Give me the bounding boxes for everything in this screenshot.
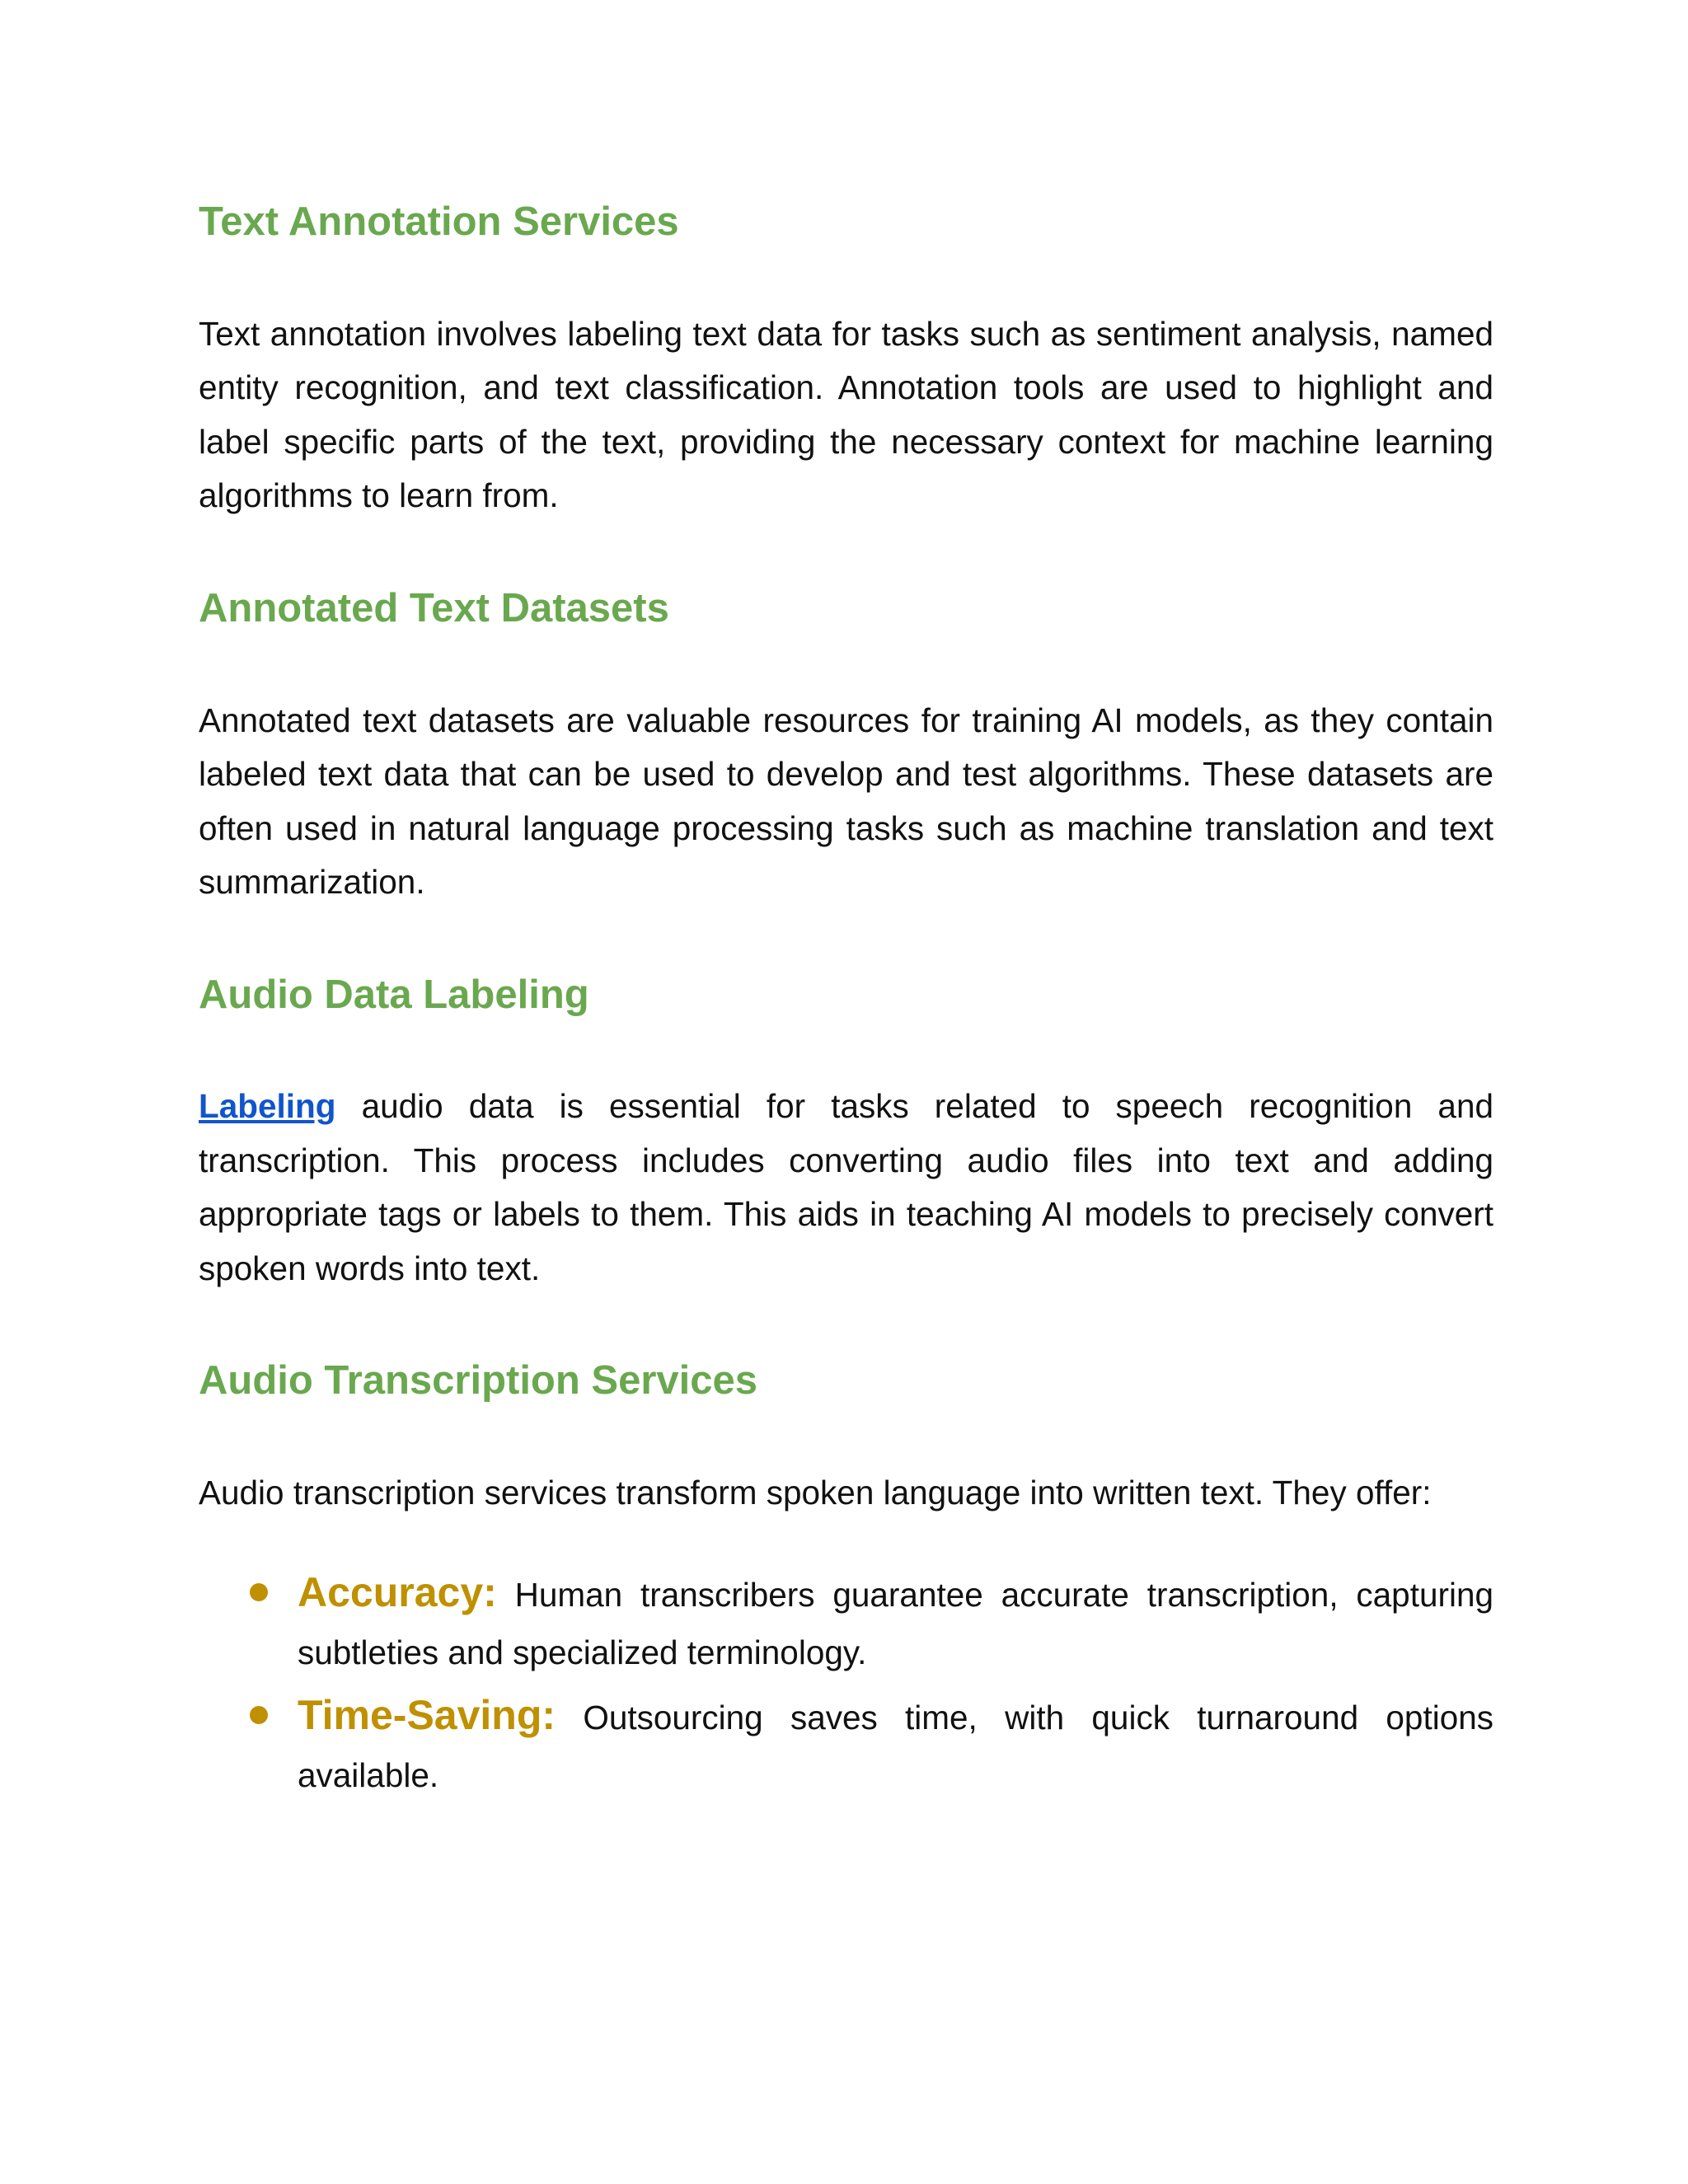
spacer [199,910,1493,971]
section-heading: Audio Data Labeling [199,972,589,1017]
bullet-list [199,1563,1493,1804]
bullet-icon [250,1583,268,1601]
section-annotated-text-datasets [199,584,1493,910]
bullet-text: Human transcribers guarantee accurate transcription, capturing subtleties and specialized terminology. [298,1575,1493,1671]
labeling-link[interactable]: Labeling [199,1087,336,1126]
section-paragraph: Annotated text datasets are valuable resources for training AI models, as they contain labeled text data that can be used to develop and test algorithms. These datasets are often used in natural language processing tasks such as machine translation and text summarization. [199,701,1493,902]
paragraph-text: audio data is essential for tasks related to speech recognition and transcription. This process includes converting audio files into text and adding appropriate tags or labels to them. This aids in teaching AI models to precisely convert spoken words into text. [199,1087,1493,1287]
spacer [199,523,1493,584]
spacer [199,1019,1493,1080]
bullet-term: Time-Saving: [298,1691,556,1738]
section-audio-data-labeling [199,971,1493,1296]
section-heading: Text Annotation Services [199,199,679,244]
section-paragraph: Text annotation involves labeling text data for tasks such as sentiment analysis, named entity recognition, and text classification. Annotation tools are used to highlight and label specific parts of the text, providing the necessary context for machine learning algorithms to learn from. [199,314,1493,515]
section-heading: Audio Transcription Services [199,1358,758,1404]
section-paragraph [199,1080,1493,1296]
spacer [199,1405,1493,1466]
spacer [199,633,1493,694]
bullet-text: Outsourcing saves time, with quick turnaround options available. [298,1698,1493,1794]
list-item [298,1686,1493,1804]
spacer [199,246,1493,307]
section-audio-transcription-services [199,1357,1493,1803]
bullet-icon [250,1706,268,1724]
section-text-annotation-services [199,198,1493,523]
spacer [199,1296,1493,1357]
section-paragraph: Audio transcription services transform spoken language into written text. They offer: [199,1474,1432,1512]
section-heading: Annotated Text Datasets [199,585,669,630]
list-item [298,1563,1493,1681]
bullet-term: Accuracy: [298,1568,497,1615]
